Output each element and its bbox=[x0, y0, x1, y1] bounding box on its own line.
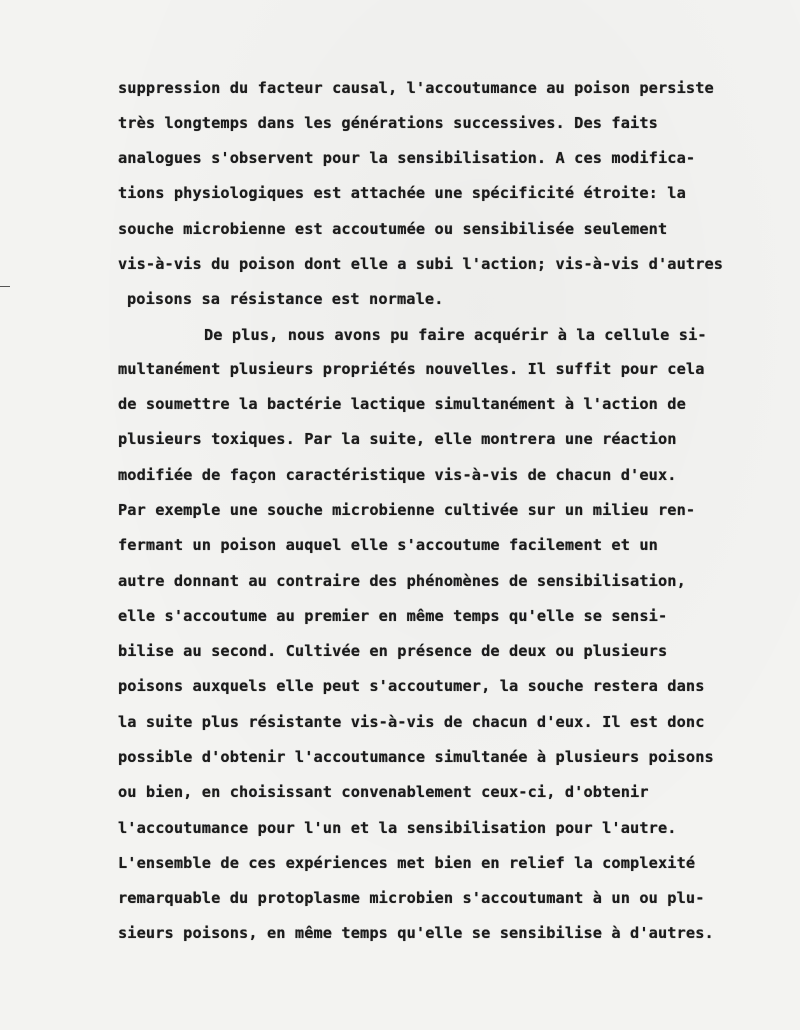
text-line: plusieurs toxiques. Par la suite, elle montrera une réaction bbox=[118, 430, 677, 448]
text-line: très longtemps dans les générations successives. Des faits bbox=[118, 114, 658, 132]
text-line: tions physiologiques est attachée une spécificité étroite: la bbox=[118, 184, 686, 202]
text-line: L'ensemble de ces expériences met bien en relief la complexité bbox=[118, 854, 696, 872]
text-line: vis-à-vis du poison dont elle a subi l'action; vis-à-vis d'autres bbox=[118, 255, 724, 273]
text-line: modifiée de façon caractéristique vis-à-vis de chacun d'eux. bbox=[118, 466, 677, 484]
text-line: la suite plus résistante vis-à-vis de chacun d'eux. Il est donc bbox=[118, 713, 705, 731]
text-line: autre donnant au contraire des phénomènes de sensibilisation, bbox=[118, 572, 686, 590]
margin-mark bbox=[0, 286, 10, 287]
text-line: sieurs poisons, en même temps qu'elle se sensibilise à d'autres. bbox=[118, 924, 714, 942]
text-line: Par exemple une souche microbienne cultivée sur un milieu ren- bbox=[118, 501, 696, 519]
text-line: remarquable du protoplasme microbien s'accoutumant à un ou plu- bbox=[118, 889, 705, 907]
text-line: fermant un poison auquel elle s'accoutume facilement et un bbox=[118, 536, 658, 554]
text-line: analogues s'observent pour la sensibilisation. A ces modifica- bbox=[118, 149, 696, 167]
text-line: souche microbienne est accoutumée ou sensibilisée seulement bbox=[118, 220, 668, 238]
text-line: possible d'obtenir l'accoutumance simultanée à plusieurs poisons bbox=[118, 748, 714, 766]
text-line: bilise au second. Cultivée en présence de deux ou plusieurs bbox=[118, 642, 668, 660]
text-line: multanément plusieurs propriétés nouvelles. Il suffit pour cela bbox=[118, 360, 705, 378]
text-line: l'accoutumance pour l'un et la sensibilisation pour l'autre. bbox=[118, 819, 677, 837]
text-line: De plus, nous avons pu faire acquérir à la cellule si- bbox=[204, 326, 707, 344]
text-line: poisons sa résistance est normale. bbox=[127, 290, 444, 308]
text-line: suppression du facteur causal, l'accoutumance au poison persiste bbox=[118, 79, 714, 97]
text-line: ou bien, en choisissant convenablement ceux-ci, d'obtenir bbox=[118, 783, 649, 801]
text-line: de soumettre la bactérie lactique simultanément à l'action de bbox=[118, 395, 686, 413]
text-line: elle s'accoutume au premier en même temps qu'elle se sensi- bbox=[118, 607, 668, 625]
text-line: poisons auxquels elle peut s'accoutumer, la souche restera dans bbox=[118, 677, 705, 695]
